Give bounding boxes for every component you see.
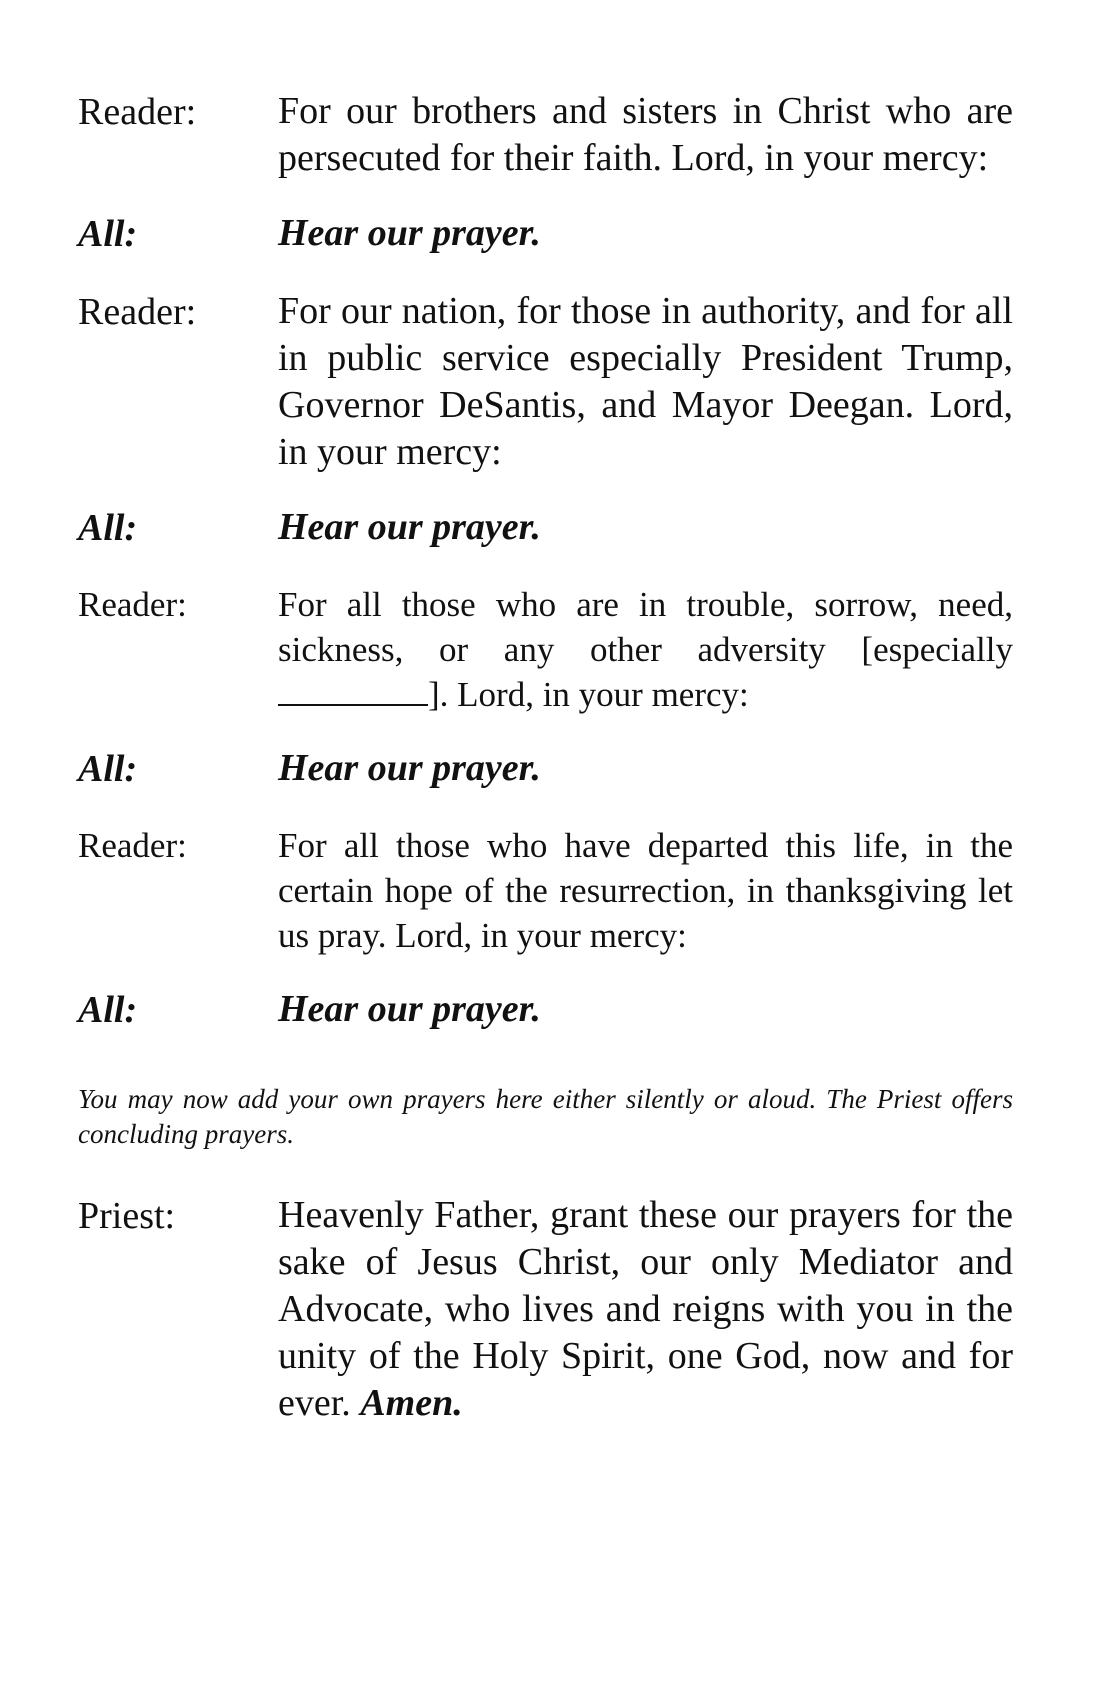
petition-text: For our brothers and sisters in Christ who are persecuted for their faith. Lord, in your mercy: [278, 90, 1013, 179]
response-text: Hear our prayer. [278, 212, 541, 254]
congregation-response [78, 745, 1013, 793]
speaker-label: Reader: [78, 826, 187, 865]
speaker-label: Reader: [78, 91, 197, 133]
closing-prayer-text [278, 1192, 1013, 1427]
speaker-label: Reader: [78, 585, 187, 624]
petition-text-after-blank: ]. Lord, in your mercy: [428, 675, 749, 714]
speaker-label: All: [78, 748, 138, 790]
petition-text-before-blank: For all those who are in trouble, sorrow, need, sickness, or any other adversity [especially [278, 585, 1013, 669]
amen-response: Amen. [360, 1382, 463, 1424]
speaker-label: All: [78, 989, 138, 1031]
petition-text: For our nation, for those in authority, and for all in public service especially President Trump, Governor DeSantis, and Mayor Deegan. Lord, in your mercy: [278, 290, 1013, 473]
document-page [78, 88, 1013, 1455]
priest-concluding-prayer [78, 1192, 1013, 1427]
speaker-label: Priest: [78, 1195, 176, 1237]
petition-text [278, 582, 1013, 717]
speaker-label: All: [78, 507, 138, 549]
speaker-label: Reader: [78, 291, 197, 333]
response-text: Hear our prayer. [278, 506, 541, 548]
reader-petition [78, 582, 1013, 717]
congregation-response [78, 210, 1013, 258]
reader-petition [78, 88, 1013, 182]
fill-in-blank [278, 674, 428, 706]
congregation-response [78, 504, 1013, 552]
closing-prayer-body: Heavenly Father, grant these our prayers for the sake of Jesus Christ, our only Mediator and Advocate, who lives and reigns with you in the unity of the Holy Spirit, one God, now and for ever. [278, 1194, 1013, 1424]
congregation-response [78, 986, 1013, 1034]
reader-petition [78, 288, 1013, 476]
petition-text: For all those who have departed this life, in the certain hope of the resurrection, in thanksgiving let us pray. Lord, in your mercy: [278, 826, 1013, 955]
reader-petition [78, 823, 1013, 958]
rubric-instruction: You may now add your own prayers here either silently or aloud. The Priest offers concluding prayers. [78, 1084, 1013, 1149]
response-text: Hear our prayer. [278, 747, 541, 789]
response-text: Hear our prayer. [278, 988, 541, 1030]
speaker-label: All: [78, 213, 138, 255]
